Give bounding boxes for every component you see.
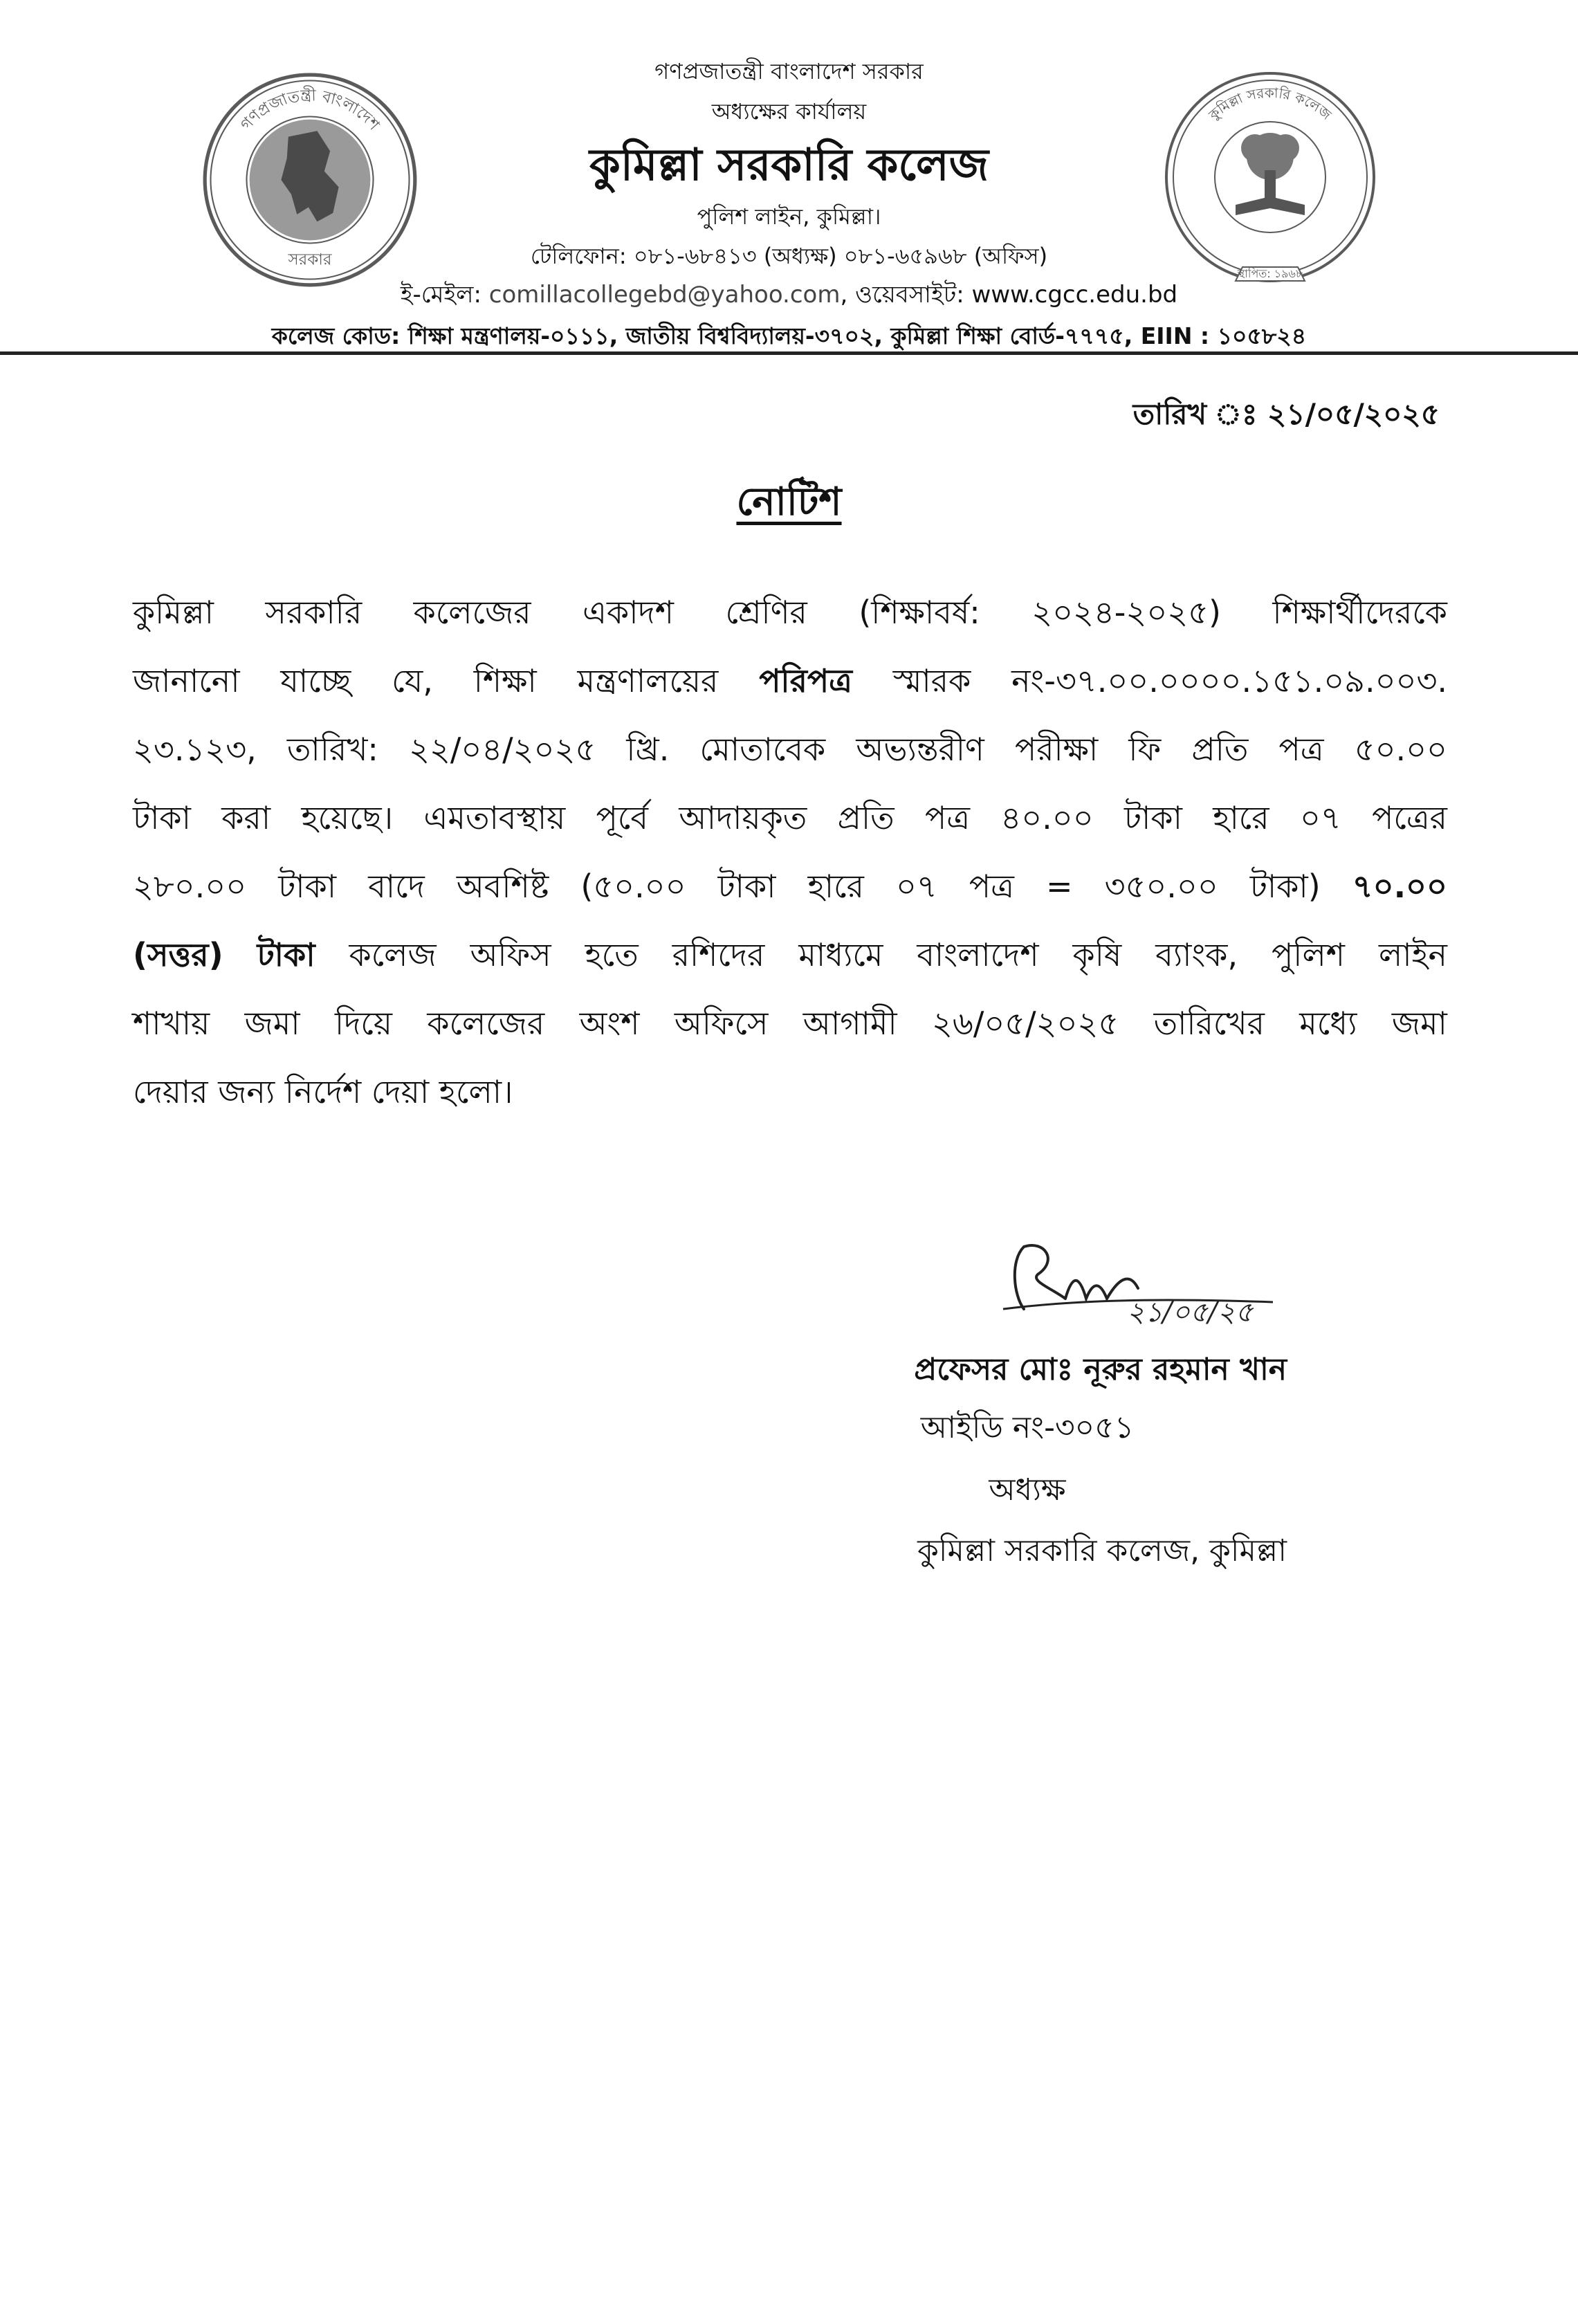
- notice-word: রশিদের: [672, 936, 765, 973]
- notice-line: [133, 921, 1447, 989]
- notice-word: ব্যাংক,: [1155, 936, 1238, 973]
- notice-word: শিক্ষার্থীদেরকে: [1272, 594, 1447, 631]
- notice-line: [133, 715, 1447, 784]
- notice-body: [133, 578, 1447, 1126]
- notice-word: পরীক্ষা: [1014, 731, 1099, 768]
- notice-word: দেয়ার: [133, 1073, 208, 1110]
- handwritten-signature: [982, 1233, 1314, 1330]
- notice-word: ৪০.০০: [1000, 799, 1094, 836]
- notice-word: যাচ্ছে: [280, 662, 351, 699]
- notice-word-bold: (সত্তর): [133, 936, 223, 973]
- college-address: পুলিশ লাইন, কুমিল্লা।: [697, 203, 881, 230]
- notice-word: ২৩.১২৩,: [133, 731, 257, 768]
- notice-word: টাকা: [278, 868, 337, 905]
- notice-word: কলেজ: [349, 936, 437, 973]
- notice-word: পত্র: [1278, 731, 1324, 768]
- college-name: কুমিল্লা সরকারি কলেজ: [589, 140, 989, 191]
- phone-numbers: টেলিফোন: ০৮১-৬৮৪১৩ (অধ্যক্ষ) ০৮১-৬৫৯৬৮ (অফিস): [530, 243, 1048, 269]
- notice-word: কৃষি: [1072, 936, 1122, 973]
- notice-word: বাদে: [368, 868, 425, 905]
- notice-word: পত্র: [969, 868, 1014, 905]
- signer-college: কুমিল্লা সরকারি কলেজ, কুমিল্লা: [917, 1533, 1287, 1568]
- notice-word: ৩৫০.০০: [1104, 868, 1218, 905]
- email-label: ই-মেইল:: [400, 281, 489, 309]
- notice-word: (শিক্ষাবর্ষ:: [859, 594, 980, 631]
- notice-word: পত্র: [925, 799, 971, 836]
- notice-word-bold: টাকা: [257, 936, 315, 973]
- notice-word: নির্দেশ: [284, 1073, 362, 1110]
- notice-title-text: নোটিশ: [736, 479, 842, 524]
- seal-left-text-top: গণপ্রজাতন্ত্রী বাংলাদেশ: [237, 86, 383, 134]
- notice-word: হয়েছে।: [301, 799, 394, 836]
- college-codes: কলেজ কোড: শিক্ষা মন্ত্রণালয়-০১১১, জাতীয় বিশ্ববিদ্যালয়-৩৭০২, কুমিল্লা শিক্ষা বোর্ড-৭৭৭৫, EIIN : ১০৫৮২৪: [271, 322, 1307, 349]
- notice-word: দিয়ে: [335, 1005, 392, 1042]
- notice-line: [133, 989, 1447, 1058]
- signature-date: ২১/০৫/২৫: [1126, 1297, 1254, 1328]
- notice-word: বাংলাদেশ: [917, 936, 1039, 973]
- contact-line: [0, 277, 1578, 316]
- notice-word: দেয়া: [371, 1073, 430, 1110]
- notice-word: জমা: [244, 1005, 300, 1042]
- notice-word: ০৭: [895, 868, 937, 905]
- notice-word: টাকা: [133, 799, 191, 836]
- notice-word: মাধ্যমে: [798, 936, 883, 973]
- notice-word: মন্ত্রণালয়ের: [577, 662, 719, 699]
- notice-word: প্রতি: [837, 799, 894, 836]
- notice-word: জন্য: [218, 1073, 275, 1110]
- notice-word: তারিখ:: [286, 731, 378, 768]
- notice-word: =: [1046, 868, 1073, 905]
- notice-word: হারে: [1213, 799, 1269, 836]
- government-line: গণপ্রজাতন্ত্রী বাংলাদেশ সরকার: [654, 58, 924, 84]
- notice-word: কলেজের: [427, 1005, 545, 1042]
- notice-word: একাদশ: [582, 594, 674, 631]
- notice-word: ২৮০.০০: [133, 868, 247, 905]
- notice-word: অংশ: [579, 1005, 640, 1042]
- notice-word: তারিখের: [1153, 1005, 1265, 1042]
- notice-word: হারে: [807, 868, 864, 905]
- seal-right-text-bottom: স্থাপিত: ১৯৬৮: [1237, 267, 1303, 280]
- notice-word: স্মারক: [892, 662, 971, 699]
- notice-word: টাকা): [1249, 868, 1321, 905]
- signer-name: প্রফেসর মোঃ নূরুর রহমান খান: [914, 1352, 1287, 1387]
- notice-word: অভ্যন্তরীণ: [856, 731, 984, 768]
- notice-word: যে,: [392, 662, 433, 699]
- notice-word: ৫০.০০: [1354, 731, 1447, 768]
- notice-word-bold: পরিপত্র: [759, 662, 852, 699]
- notice-word: শাখায়: [133, 1005, 210, 1042]
- office-line: অধ্যক্ষের কার্যালয়: [711, 98, 867, 125]
- notice-word: শ্রেণির: [725, 594, 807, 631]
- notice-word: পত্রের: [1372, 799, 1447, 836]
- notice-word: ২০২৪-২০২৫): [1031, 594, 1221, 631]
- notice-word: মোতাবেক: [699, 731, 826, 768]
- notice-word: টাকা: [1123, 799, 1182, 836]
- notice-word: কলেজের: [413, 594, 531, 631]
- notice-word: এমতাবস্থায়: [423, 799, 566, 836]
- notice-date: তারিখ ঃ ২১/০৫/২০২৫: [1132, 397, 1440, 431]
- header-divider: [0, 351, 1578, 355]
- notice-word: নং-৩৭.০০.০০০০.১৫১.০৯.০০৩.: [1011, 662, 1447, 699]
- notice-word: আগামী: [802, 1005, 897, 1042]
- notice-line: [133, 1058, 1447, 1126]
- notice-word: পুলিশ: [1272, 936, 1345, 973]
- notice-word-bold: ৭০.০০: [1352, 868, 1447, 905]
- notice-word: করা: [221, 799, 271, 836]
- email-address: comillacollegebd@yahoo.com: [488, 281, 841, 309]
- notice-word: মধ্যে: [1299, 1005, 1357, 1042]
- notice-word: লাইন: [1378, 936, 1447, 973]
- notice-word: আদায়কৃত: [679, 799, 807, 836]
- notice-word: হতে: [585, 936, 639, 973]
- notice-word: জমা: [1391, 1005, 1447, 1042]
- notice-title: [0, 472, 1578, 537]
- notice-word: (৫০.০০: [580, 868, 686, 905]
- notice-line: [133, 784, 1447, 852]
- notice-word: সরকারি: [265, 594, 363, 631]
- notice-word: অবশিষ্ট: [456, 868, 549, 905]
- notice-word: হলো।: [439, 1073, 513, 1110]
- notice-word: খ্রি.: [626, 731, 670, 768]
- notice-line: [133, 647, 1447, 715]
- notice-word: প্রতি: [1191, 731, 1249, 768]
- seal-right-text-top: কুমিল্লা সরকারি কলেজ: [1205, 84, 1335, 123]
- notice-word: ২৬/০৫/২০২৫: [932, 1005, 1119, 1042]
- notice-word: ফি: [1128, 731, 1162, 768]
- notice-word: পূর্বে: [596, 799, 648, 836]
- notice-word: ২২/০৪/২০২৫: [409, 731, 596, 768]
- signer-id: আইডি নং-৩০৫১: [920, 1410, 1135, 1445]
- seal-left-text-bottom: সরকার: [288, 250, 332, 269]
- notice-word: জানানো: [133, 662, 240, 699]
- website-address: www.cgcc.edu.bd: [971, 281, 1178, 309]
- notice-word: টাকা: [717, 868, 776, 905]
- website-label: , ওয়েবসাইট:: [840, 281, 972, 309]
- notice-word: শিক্ষা: [473, 662, 537, 699]
- signer-title: অধ্যক্ষ: [989, 1472, 1066, 1508]
- notice-word: অফিসে: [674, 1005, 769, 1042]
- notice-line: [133, 852, 1447, 921]
- notice-word: ০৭: [1299, 799, 1341, 836]
- notice-word: কুমিল্লা: [133, 594, 214, 631]
- notice-word: অফিস: [470, 936, 551, 973]
- notice-line: [133, 578, 1447, 647]
